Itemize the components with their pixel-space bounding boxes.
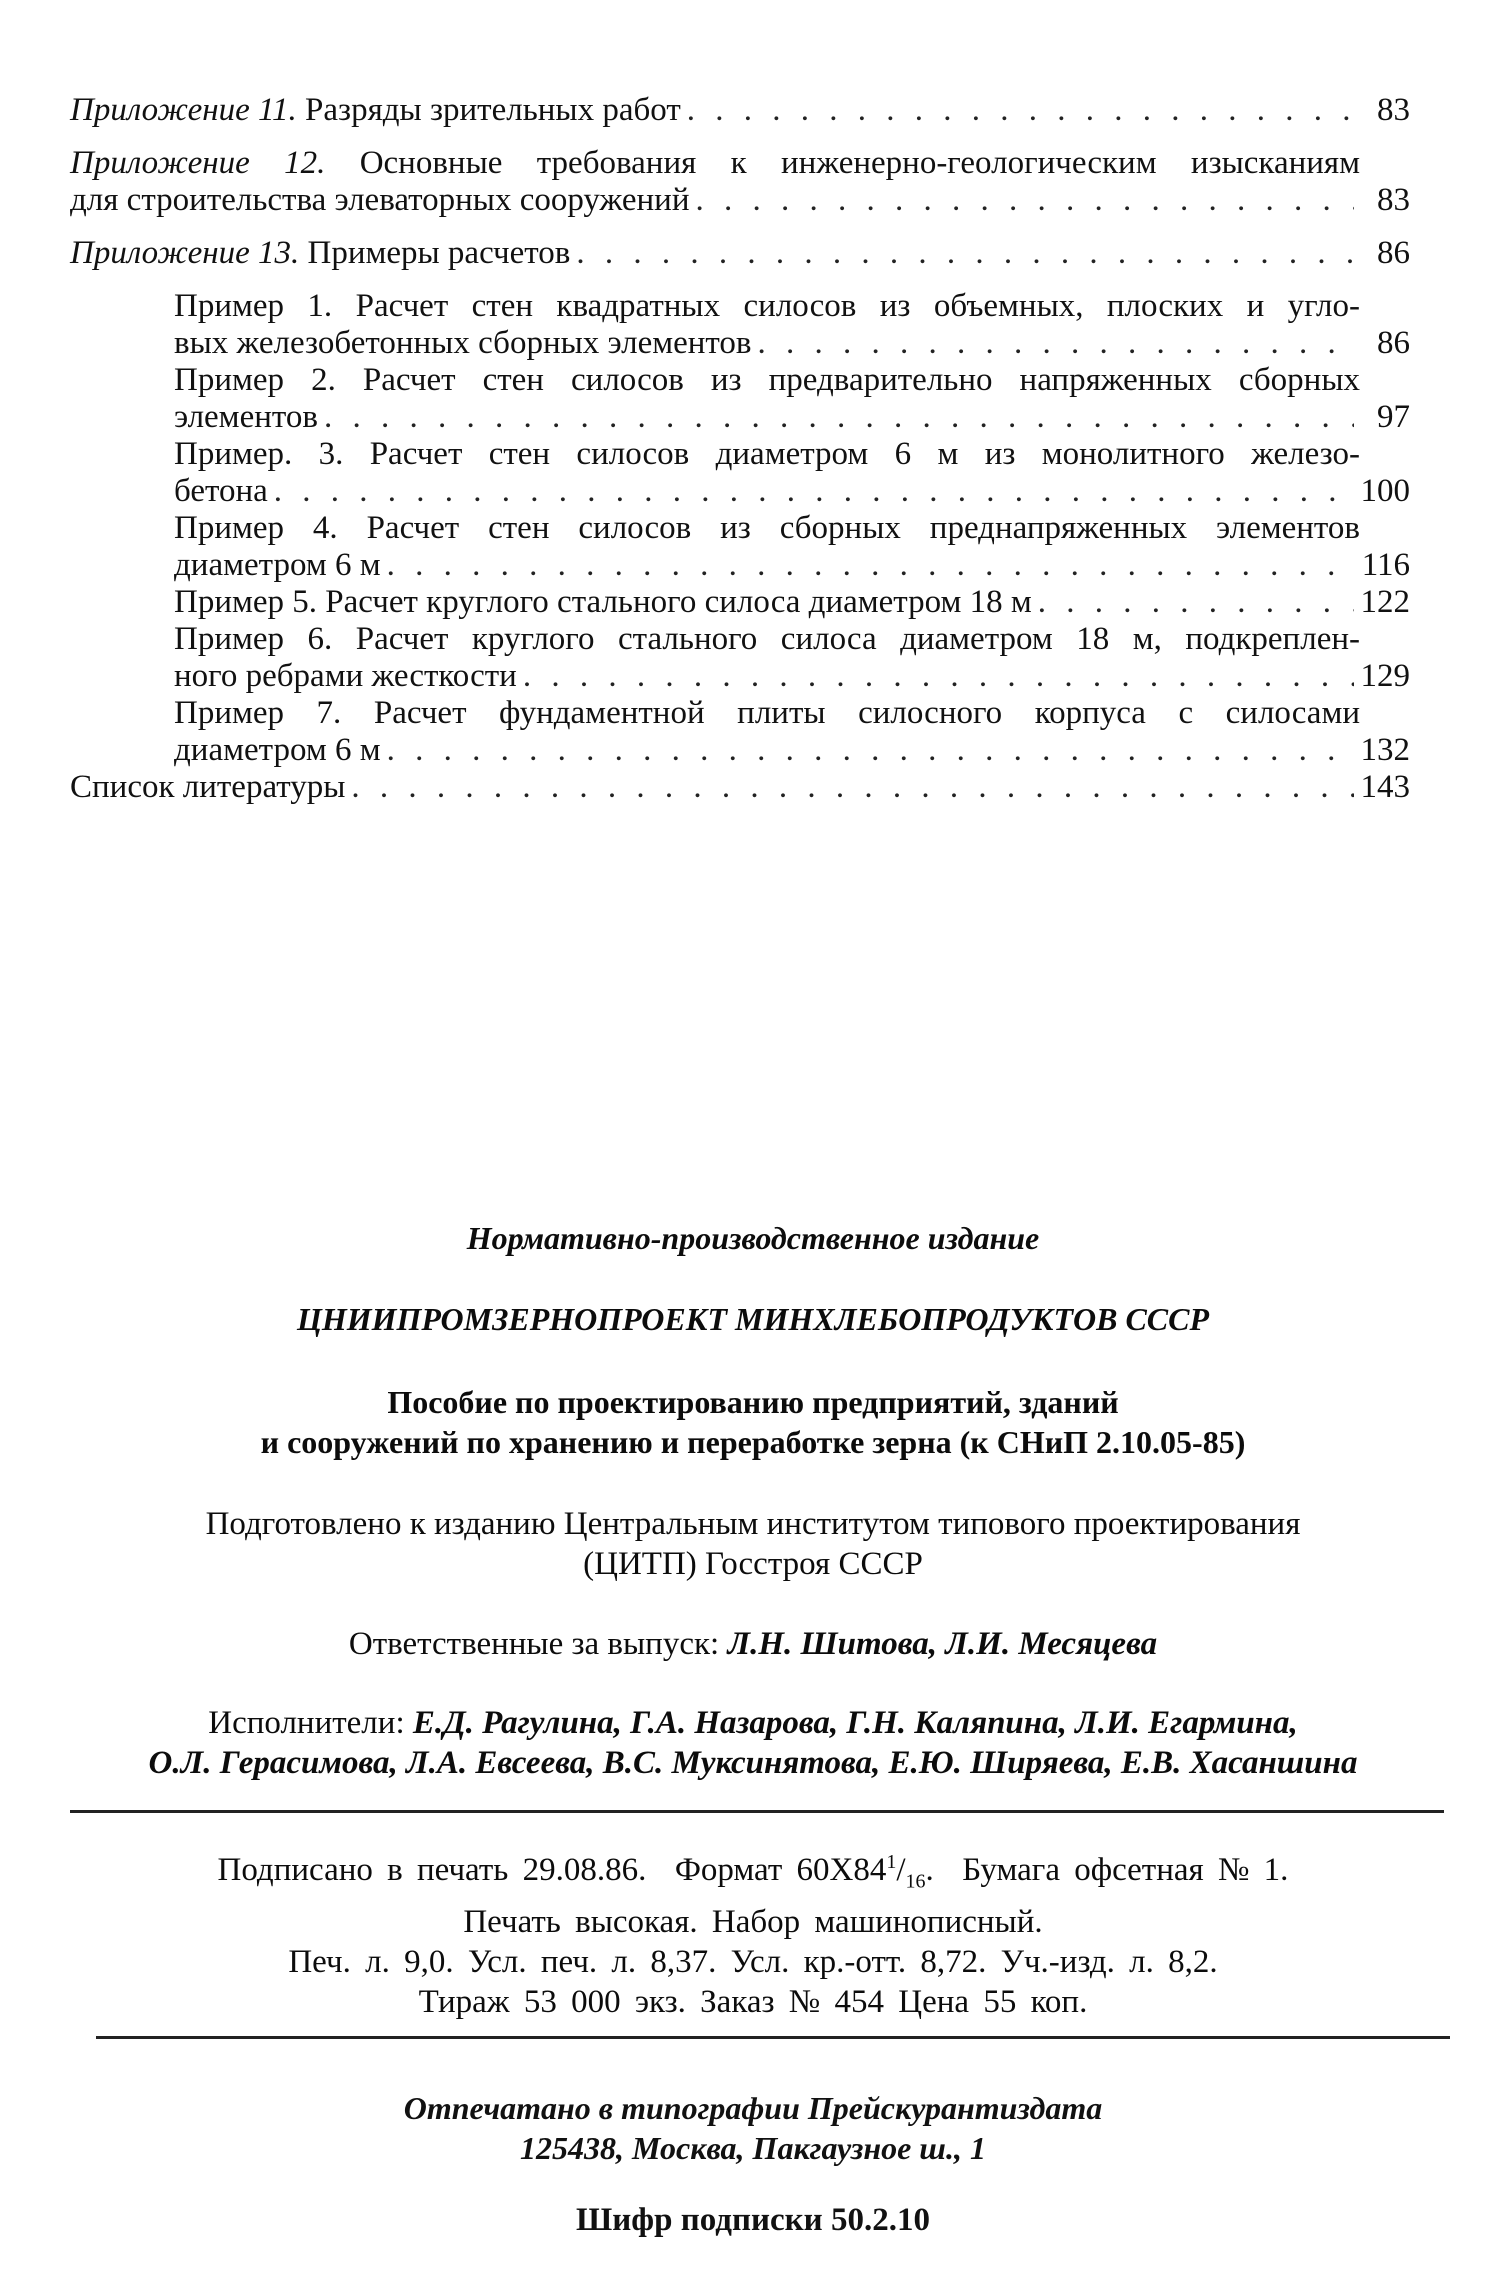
- toc-page-number: 83: [1377, 92, 1410, 128]
- appendix-label: Приложение 13.: [70, 235, 300, 271]
- dot-leader: [1038, 584, 1354, 621]
- performers-label: Исполнители:: [208, 1705, 405, 1741]
- dot-leader: [757, 325, 1354, 362]
- specs-line-4: Тираж 53 000 экз. Заказ № 454 Цена 55 коп.: [418, 1983, 1088, 2020]
- appendix-label: Приложение 11.: [70, 92, 297, 128]
- prepared-by-line-2: (ЦИТП) Госстроя СССР: [583, 1546, 923, 1582]
- appendix-label: Приложение 12.: [70, 145, 326, 181]
- toc-entry-example-5[interactable]: [174, 584, 1410, 621]
- toc-entry-title-cont: вых железобетонных сборных элементов: [174, 325, 752, 361]
- toc-entry-title: Пример 2. Расчет стен силосов из предварительно напряженных сборных: [174, 362, 1360, 398]
- responsible-names: Л.Н. Шитова, Л.И. Месяцева: [727, 1626, 1158, 1662]
- toc-page-number: 86: [1377, 325, 1410, 361]
- specs-line-2: Печать высокая. Набор машинописный.: [463, 1903, 1043, 1940]
- toc-entry-appendix-13[interactable]: [70, 235, 1410, 272]
- edition-type: Нормативно-производственное издание: [466, 1220, 1040, 1256]
- toc-entry-title: Пример 1. Расчет стен квадратных силосов из объемных, плоских и угло-: [174, 288, 1360, 324]
- responsible-editors: [70, 1626, 1436, 1663]
- book-title: [70, 1382, 1436, 1462]
- performers: [70, 1703, 1436, 1783]
- specs-line-3: Печ. л. 9,0. Усл. печ. л. 8,37. Усл. кр.-отт. 8,72. Уч.-изд. л. 8,2.: [288, 1943, 1218, 1980]
- book-title-line-1: Пособие по проектированию предприятий, зданий: [387, 1384, 1119, 1420]
- toc-entry-example-7[interactable]: [174, 695, 1410, 769]
- toc-entry-title: Основные требования к инженерно-геологическим изысканиям: [359, 145, 1360, 181]
- toc-entry-example-6[interactable]: [174, 621, 1410, 695]
- toc-entry-title: Пример. 3. Расчет стен силосов диаметром 6 м из монолитного железо-: [174, 436, 1360, 472]
- dot-leader: [695, 182, 1354, 219]
- printer-line-1: Отпечатано в типографии Прейскурантиздата: [403, 2090, 1103, 2126]
- table-of-contents: [70, 92, 1410, 806]
- specs-line-1: [70, 1842, 1436, 1902]
- toc-entry-title: Примеры расчетов: [307, 235, 571, 271]
- toc-page-number: 143: [1360, 769, 1410, 805]
- dot-leader: [274, 473, 1354, 510]
- toc-entry-appendix-11[interactable]: [70, 92, 1410, 129]
- dot-leader: [324, 399, 1354, 436]
- performers-names-line-2: О.Л. Герасимова, Л.А. Евсеева, В.С. Муксинятова, Е.Ю. Ширяева, Е.В. Хасаншина: [148, 1745, 1358, 1781]
- toc-page-number: 83: [1377, 182, 1410, 218]
- prepared-by-line-1: Подготовлено к изданию Центральным институтом типового проектирования: [205, 1506, 1301, 1542]
- toc-entry-title: Пример 6. Расчет круглого стального силоса диаметром 18 м, подкреплен-: [174, 621, 1360, 657]
- dot-leader: [687, 92, 1354, 129]
- imprint-block: [70, 1220, 1436, 1783]
- toc-entry-title: Список литературы: [70, 769, 346, 805]
- divider-bottom: [96, 2036, 1450, 2039]
- toc-entry-appendix-12[interactable]: [70, 145, 1410, 219]
- toc-page-number: 132: [1360, 732, 1410, 768]
- toc-entry-title-cont: бетона: [174, 473, 268, 509]
- organization-name: ЦНИИПРОМЗЕРНОПРОЕКТ МИНХЛЕБОПРОДУКТОВ СССР: [296, 1301, 1210, 1337]
- prepared-by: [70, 1504, 1436, 1584]
- divider-top: [70, 1810, 1444, 1813]
- dot-leader: [387, 547, 1354, 584]
- toc-page-number: 122: [1360, 584, 1410, 620]
- toc-page-number: 97: [1377, 399, 1410, 435]
- toc-entry-example-1[interactable]: [174, 288, 1410, 362]
- toc-entry-example-3[interactable]: [174, 436, 1410, 510]
- toc-entry-example-2[interactable]: [174, 362, 1410, 436]
- toc-entry-title: Пример 7. Расчет фундаментной плиты силосного корпуса с силосами: [174, 695, 1360, 731]
- toc-page-number: 116: [1361, 547, 1410, 583]
- performers-names-line-1: Е.Д. Рагулина, Г.А. Назарова, Г.Н. Каляпина, Л.И. Егармина,: [412, 1705, 1298, 1741]
- toc-entry-title-cont: диаметром 6 м: [174, 732, 381, 768]
- toc-entry-title: Разряды зрительных работ: [305, 92, 681, 128]
- toc-entry-example-4[interactable]: [174, 510, 1410, 584]
- dot-leader: [576, 235, 1354, 272]
- dot-leader: [351, 769, 1354, 806]
- book-title-line-2: и сооружений по хранению и переработке зерна (к СНиП 2.10.05-85): [260, 1424, 1246, 1460]
- responsible-label: Ответственные за выпуск:: [348, 1626, 720, 1662]
- subscription-cipher: Шифр подписки 50.2.10: [576, 2202, 930, 2238]
- format: Формат $60X84^1/_{16}$.: [674, 1851, 934, 1893]
- toc-page-number: 129: [1360, 658, 1410, 694]
- toc-entry-title-cont: ного ребрами жесткости: [174, 658, 517, 694]
- toc-entry-title-cont: диаметром 6 м: [174, 547, 381, 583]
- paper-type: Бумага офсетная № 1.: [962, 1852, 1289, 1888]
- toc-page-number: 86: [1377, 235, 1410, 271]
- dot-leader: [523, 658, 1354, 695]
- toc-entry-title: Пример 4. Расчет стен силосов из сборных преднапряженных элементов: [174, 510, 1360, 546]
- printer-info: [70, 2088, 1436, 2168]
- toc-page-number: 100: [1360, 473, 1410, 509]
- signed-date: Подписано в печать 29.08.86.: [217, 1852, 647, 1888]
- toc-entry-literature[interactable]: [70, 769, 1410, 806]
- toc-entry-title: Пример 5. Расчет круглого стального силоса диаметром 18 м: [174, 584, 1032, 620]
- toc-entry-title-cont: элементов: [174, 399, 318, 435]
- print-specifications: [70, 1842, 1436, 2022]
- toc-entry-title-cont: для строительства элеваторных сооружений: [70, 182, 690, 218]
- dot-leader: [387, 732, 1354, 769]
- printer-address: 125438, Москва, Пакгаузное ш., 1: [520, 2130, 986, 2166]
